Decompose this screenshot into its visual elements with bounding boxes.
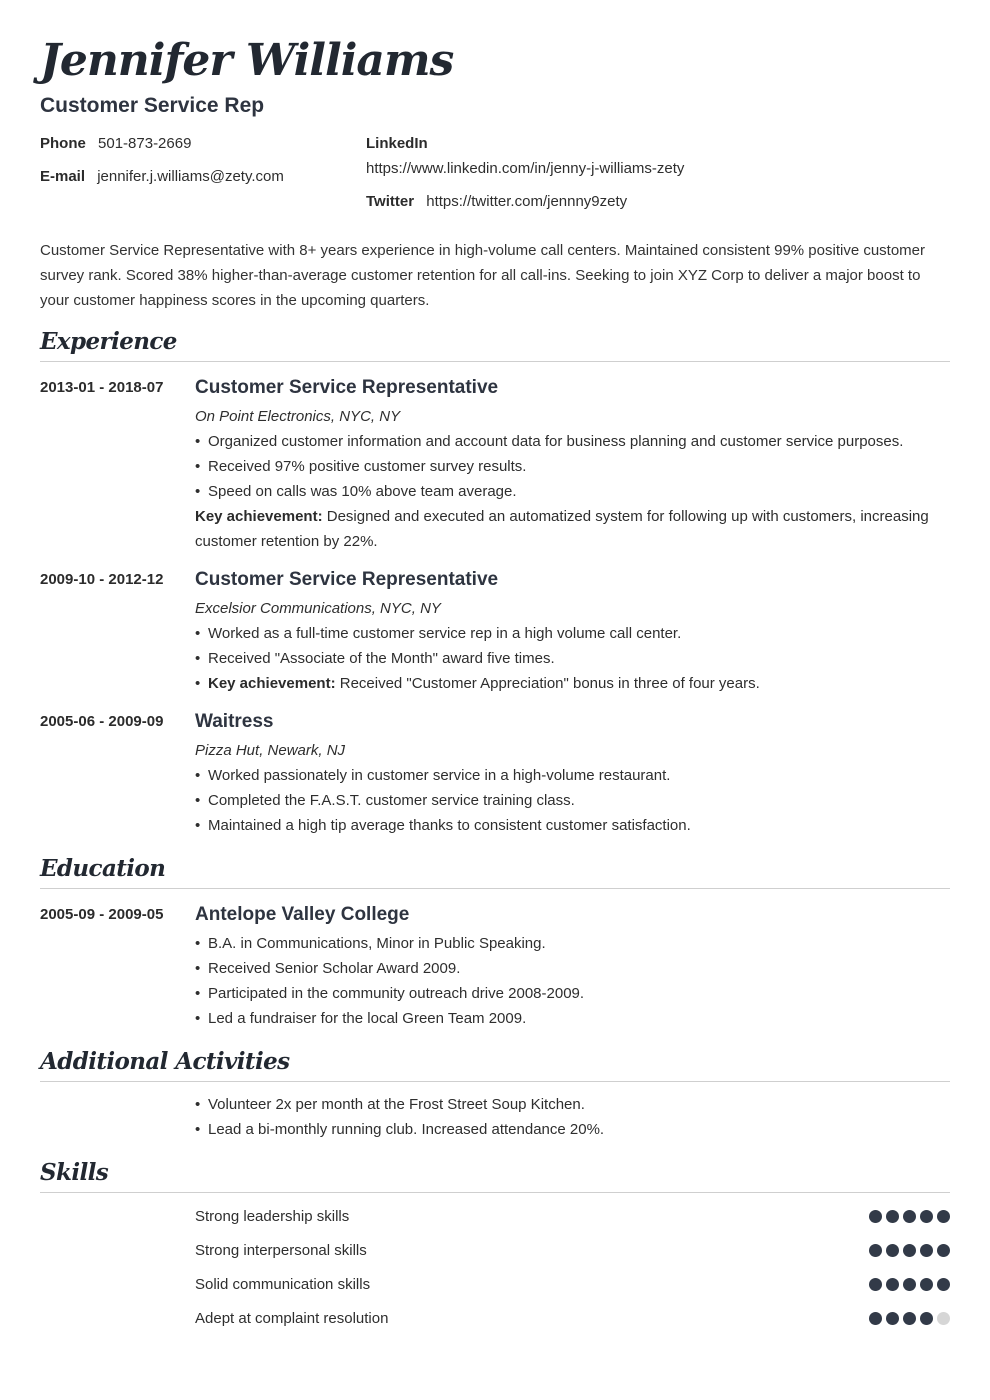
rating-dot-filled (920, 1244, 933, 1257)
email-value[interactable]: jennifer.j.williams@zety.com (97, 168, 284, 185)
job-bullets (195, 763, 950, 838)
rating-dot-filled (937, 1278, 950, 1291)
rating-dot-filled (920, 1278, 933, 1291)
education-entry (40, 902, 950, 1031)
rating-dot-filled (903, 1312, 916, 1325)
resume-page (40, 34, 950, 1335)
list-item: • Organized customer information and account data for business planning and customer service purposes. (195, 429, 950, 454)
rating-dot-filled (869, 1278, 882, 1291)
education-section (40, 854, 950, 1031)
phone-label: Phone (40, 135, 86, 152)
achievement-text: Received "Customer Appreciation" bonus in three of four years. (339, 675, 760, 692)
rating-dot-filled (886, 1210, 899, 1223)
job-title: Waitress (195, 711, 274, 732)
list-item: • Lead a bi-monthly running club. Increased attendance 20%. (195, 1117, 950, 1142)
entry-dates: 2009-10 - 2012-12 (40, 571, 164, 588)
achievement-label: Key achievement: (208, 675, 336, 692)
experience-entry (40, 567, 950, 696)
activities-bullets (195, 1092, 950, 1142)
list-item: • Worked as a full-time customer service rep in a high volume call center. (195, 621, 950, 646)
rating-dot-filled (886, 1278, 899, 1291)
experience-section (40, 327, 950, 838)
activities-heading: Additional Activities (40, 1047, 950, 1082)
entry-dates: 2005-09 - 2009-05 (40, 906, 164, 923)
linkedin-row (366, 134, 926, 179)
candidate-role: Customer Service Rep (40, 94, 265, 117)
phone-value: 501-873-2669 (98, 135, 192, 152)
entry-body (195, 902, 950, 1031)
rating-dot-filled (920, 1210, 933, 1223)
contact-column-right (366, 134, 926, 225)
rating-dot-filled (937, 1210, 950, 1223)
achievement-text: Designed and executed an automatized system for following up with customers, increasing customer retention by 22%. (195, 508, 929, 550)
entry-body (195, 567, 950, 696)
skill-name: Adept at complaint resolution (195, 1309, 389, 1327)
list-item: • B.A. in Communications, Minor in Public Speaking. (195, 931, 950, 956)
rating-dot-filled (903, 1210, 916, 1223)
profile-summary: Customer Service Representative with 8+ years experience in high-volume call centers. Maintained consistent 99% positive customer survey rank. Scored 38% higher-than-average customer retention for all call-ins. Seeking to join XYZ Corp to deliver a major boost to your customer happiness scores in the upcoming quarters. (40, 242, 926, 309)
achievement-label: Key achievement: (195, 508, 323, 525)
job-company: Pizza Hut, Newark, NJ (195, 742, 346, 759)
candidate-name: Jennifer Williams (40, 35, 454, 86)
list-item: • Led a fundraiser for the local Green Team 2009. (195, 1006, 950, 1031)
skill-row (195, 1233, 950, 1267)
twitter-value[interactable]: https://twitter.com/jennny9zety (426, 193, 628, 210)
twitter-label: Twitter (366, 193, 415, 210)
list-item: • Completed the F.A.S.T. customer service training class. (195, 788, 950, 813)
twitter-row (366, 192, 926, 212)
contact-block (40, 134, 950, 225)
skill-row (195, 1199, 950, 1233)
skill-row (195, 1267, 950, 1301)
experience-heading: Experience (40, 327, 950, 362)
email-label: E-mail (40, 168, 86, 185)
list-item: • Received 97% positive customer survey results. (195, 454, 950, 479)
contact-column-left (40, 134, 366, 225)
list-item: • Speed on calls was 10% above team average. (195, 479, 950, 504)
rating-dot-filled (920, 1312, 933, 1325)
rating-dot-filled (886, 1244, 899, 1257)
skill-name: Strong interpersonal skills (195, 1241, 367, 1259)
entry-body (195, 709, 950, 838)
skills-list (40, 1199, 950, 1335)
rating-dot-filled (886, 1312, 899, 1325)
rating-dot-filled (903, 1244, 916, 1257)
rating-dot-filled (869, 1210, 882, 1223)
linkedin-value[interactable]: https://www.linkedin.com/in/jenny-j-williams-zety (366, 160, 685, 177)
linkedin-label: LinkedIn (366, 135, 428, 152)
job-title: Customer Service Representative (195, 377, 499, 398)
list-item: • Participated in the community outreach drive 2008-2009. (195, 981, 950, 1006)
school-name: Antelope Valley College (195, 904, 410, 925)
skills-section (40, 1158, 950, 1335)
experience-entry (40, 375, 950, 554)
list-item: • Volunteer 2x per month at the Frost Street Soup Kitchen. (195, 1092, 950, 1117)
education-bullets (195, 931, 950, 1031)
job-bullets (195, 621, 950, 696)
rating-dot-filled (903, 1278, 916, 1291)
list-item: • Received Senior Scholar Award 2009. (195, 956, 950, 981)
list-item: • Maintained a high tip average thanks to consistent customer satisfaction. (195, 813, 950, 838)
job-company: On Point Electronics, NYC, NY (195, 408, 401, 425)
rating-dot-empty (937, 1312, 950, 1325)
list-item (195, 671, 950, 696)
entry-body (195, 375, 950, 554)
phone-row (40, 134, 366, 154)
job-bullets (195, 429, 950, 504)
job-title: Customer Service Representative (195, 569, 499, 590)
key-achievement (195, 504, 950, 554)
rating-dot-filled (869, 1244, 882, 1257)
email-row (40, 167, 366, 187)
activities-section (40, 1047, 950, 1142)
rating-dot-filled (869, 1312, 882, 1325)
skill-rating (869, 1244, 950, 1257)
skill-name: Strong leadership skills (195, 1207, 350, 1225)
skill-rating (869, 1312, 950, 1325)
skill-name: Solid communication skills (195, 1275, 371, 1293)
experience-entry (40, 709, 950, 838)
skill-row (195, 1301, 950, 1335)
list-item: • Received "Associate of the Month" award five times. (195, 646, 950, 671)
entry-dates: 2013-01 - 2018-07 (40, 379, 164, 396)
skill-rating (869, 1210, 950, 1223)
rating-dot-filled (937, 1244, 950, 1257)
list-item: • Worked passionately in customer service in a high-volume restaurant. (195, 763, 950, 788)
entry-dates: 2005-06 - 2009-09 (40, 713, 164, 730)
skills-heading: Skills (40, 1158, 950, 1193)
education-heading: Education (40, 854, 950, 889)
job-company: Excelsior Communications, NYC, NY (195, 600, 441, 617)
skill-rating (869, 1278, 950, 1291)
